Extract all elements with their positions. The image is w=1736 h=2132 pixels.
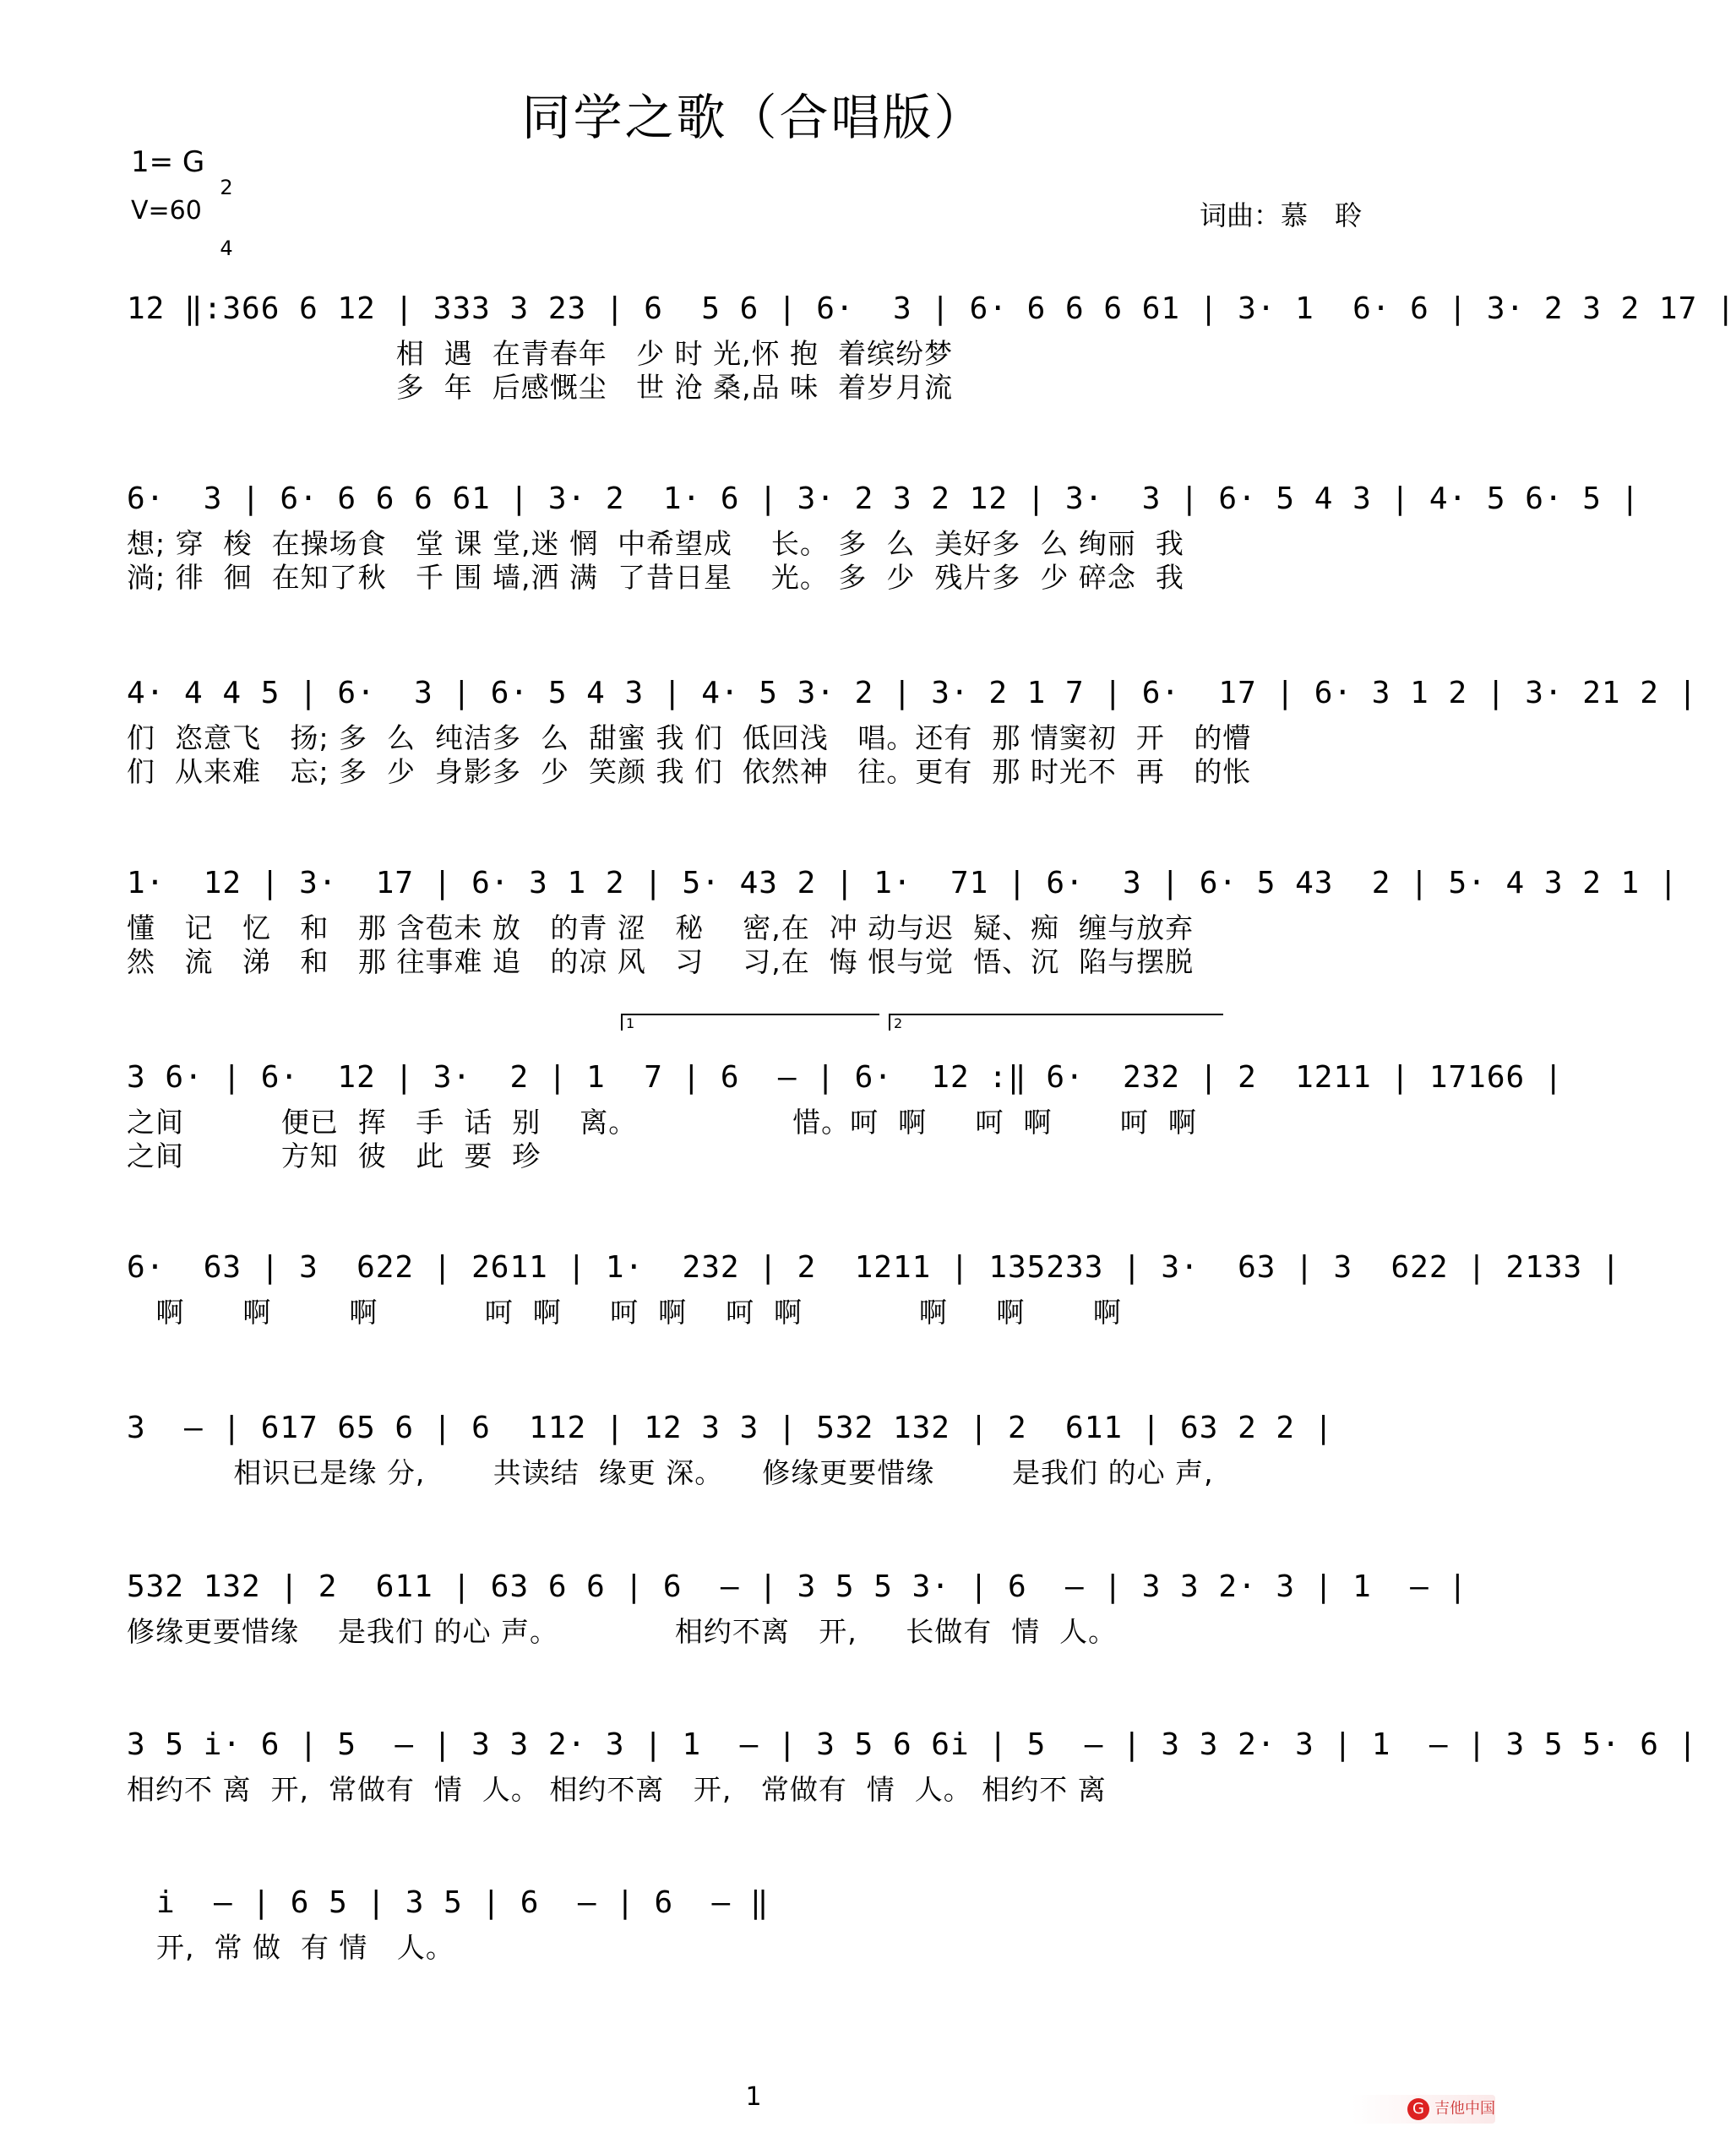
tempo-marking: V=60 <box>131 196 202 226</box>
notation-line: 6· 3 | 6· 6 6 6 61 | 3· 2 1· 6 | 3· 2 3 2 12 | 3· 3 | 6· 5 4 3 | 4· 5 6· 5 | <box>127 481 1641 516</box>
lyric-verse-1: 修缘更要惜缘 是我们 的心 声。 相约不离 开, 长做有 情 人。 <box>127 1615 1118 1648</box>
time-signature <box>215 137 237 279</box>
volta-second-ending: 2 <box>889 1014 1223 1031</box>
key-signature: 1= G <box>131 145 205 179</box>
score-system <box>127 1060 1564 1172</box>
lyric-verse-1: 懂 记 忆 和 那 含苞未 放 的青 涩 秘 密,在 冲 动与迟 疑、痴 缠与放弃 <box>127 911 1195 944</box>
lyric-verse-2: 们 从来难 忘; 多 少 身影多 少 笑颜 我 们 依然神 往。更有 那 时光不 再 的怅 <box>127 755 1252 788</box>
lyric-verse-1: 相识已是缘 分, 共读结 缘更 深。 修缘更要惜缘 是我们 的心 声, <box>127 1456 1214 1489</box>
lyric-verse-1: 啊 啊 啊 呵 啊 呵 啊 呵 啊 啊 啊 啊 <box>127 1296 1122 1329</box>
watermark-text: 吉他中国 <box>1434 2100 1495 2118</box>
lyric-verse-2: 多 年 后感慨尘 世 沧 桑,品 味 着岁月流 <box>144 371 954 404</box>
lyric-verse-1: 们 恣意飞 扬; 多 么 纯洁多 么 甜蜜 我 们 低回浅 唱。还有 那 情窦初 开 的懵 <box>127 721 1252 754</box>
notation-line: 6· 63 | 3 622 | 2611 | 1· 232 | 2 1211 | 135233 | 3· 63 | 3 622 | 2133 | <box>127 1250 1621 1285</box>
notation-line: 1· 12 | 3· 17 | 6· 3 1 2 | 5· 43 2 | 1· 71 | 6· 3 | 6· 5 43 2 | 5· 4 3 2 1 | <box>127 866 1679 900</box>
score-system <box>127 481 1641 594</box>
notation-line: 3 6· | 6· 12 | 3· 2 | 1 7 | 6 — | 6· 12 :‖ 6· 232 | 2 1211 | 17166 | <box>127 1060 1564 1095</box>
watermark-logo <box>1352 2095 1495 2124</box>
notation-line: i — | 6 5 | 3 5 | 6 — | 6 — ‖ <box>156 1885 770 1920</box>
score-system <box>127 1250 1621 1329</box>
lyric-verse-2: 之间 方知 彼 此 要 珍 <box>127 1139 541 1172</box>
notation-line: 12 ‖:366 6 12 | 333 3 23 | 6 5 6 | 6· 3 | 6· 6 6 6 61 | 3· 1 6· 6 | 3· 2 3 2 17 | <box>127 291 1736 326</box>
score-system <box>127 676 1698 788</box>
notation-line: 4· 4 4 5 | 6· 3 | 6· 5 4 3 | 4· 5 3· 2 | 3· 2 1 7 | 6· 17 | 6· 3 1 2 | 3· 21 2 | <box>127 676 1698 710</box>
score-system <box>156 1885 770 1964</box>
notation-line: 3 — | 617 65 6 | 6 112 | 12 3 3 | 532 132 | 2 611 | 63 2 2 | <box>127 1411 1334 1445</box>
score-system <box>127 1727 1698 1806</box>
lyric-verse-1: 之间 便已 挥 手 话 别 离。 惜。呵 啊 呵 啊 呵 啊 <box>127 1106 1197 1139</box>
notation-line: 532 132 | 2 611 | 63 6 6 | 6 — | 3 5 5 3· | 6 — | 3 3 2· 3 | 1 — | <box>127 1569 1468 1604</box>
score-system <box>127 291 1736 404</box>
page-number: 1 <box>745 2082 762 2112</box>
guitar-logo-icon: G <box>1407 2098 1429 2120</box>
author-credit: 词曲：慕 聆 <box>1200 199 1363 231</box>
lyric-verse-2: 淌; 徘 徊 在知了秋 千 围 墙,洒 满 了昔日星 光。 多 少 残片多 少 碎念 我 <box>127 561 1184 594</box>
time-signature-top: 2 <box>220 176 233 199</box>
lyric-verse-1: 开, 常 做 有 情 人。 <box>156 1931 454 1964</box>
lyric-verse-1: 相 遇 在青春年 少 时 光,怀 抱 着缤纷梦 <box>144 337 954 370</box>
score-system <box>127 866 1679 978</box>
lyric-verse-1: 想; 穿 梭 在操场食 堂 课 堂,迷 惘 中希望成 长。 多 么 美好多 么 绚丽 我 <box>127 527 1184 560</box>
volta-first-ending: 1 <box>621 1014 879 1031</box>
time-signature-bottom: 4 <box>220 237 233 260</box>
lyric-verse-1: 相约不 离 开, 常做有 情 人。 相约不离 开, 常做有 情 人。 相约不 离 <box>127 1773 1107 1806</box>
score-system <box>127 1569 1468 1648</box>
notation-line: 3 5 i· 6 | 5 — | 3 3 2· 3 | 1 — | 3 5 6 6i | 5 — | 3 3 2· 3 | 1 — | 3 5 5· 6 | <box>127 1727 1698 1762</box>
lyric-verse-2: 然 流 涕 和 那 往事难 追 的凉 风 习 习,在 悔 恨与觉 悟、沉 陷与摆脱 <box>127 945 1195 978</box>
page-title: 同学之歌（合唱版） <box>521 89 986 146</box>
score-system <box>127 1411 1385 1489</box>
